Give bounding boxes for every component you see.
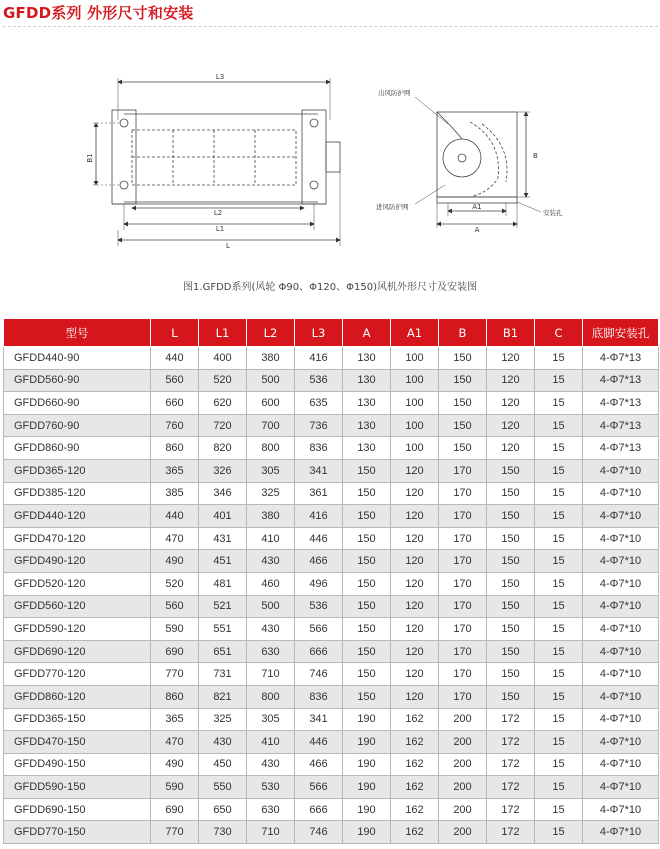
value-cell: 100 [391, 414, 439, 437]
value-cell: 700 [247, 414, 295, 437]
value-cell: 100 [391, 347, 439, 370]
value-cell: 15 [535, 369, 583, 392]
value-cell: 15 [535, 776, 583, 799]
value-cell: 150 [439, 392, 487, 415]
value-cell: 130 [343, 347, 391, 370]
table-row [4, 753, 659, 776]
value-cell: 710 [247, 821, 295, 844]
value-cell: 666 [295, 640, 343, 663]
value-cell: 15 [535, 708, 583, 731]
value-cell: 150 [343, 618, 391, 641]
value-cell: 4-Φ7*10 [583, 572, 659, 595]
value-cell: 4-Φ7*10 [583, 459, 659, 482]
model-cell: GFDD470-120 [4, 527, 151, 550]
label-inlet-guard: 进风防护网 [376, 203, 409, 211]
table-row [4, 731, 659, 754]
model-cell: GFDD860-120 [4, 685, 151, 708]
value-cell: 150 [487, 618, 535, 641]
table-header-row [4, 319, 659, 347]
value-cell: 150 [487, 640, 535, 663]
value-cell: 100 [391, 392, 439, 415]
value-cell: 150 [343, 459, 391, 482]
value-cell: 720 [199, 414, 247, 437]
value-cell: 620 [199, 392, 247, 415]
value-cell: 15 [535, 414, 583, 437]
value-cell: 4-Φ7*10 [583, 550, 659, 573]
value-cell: 401 [199, 505, 247, 528]
value-cell: 150 [343, 527, 391, 550]
table-row [4, 527, 659, 550]
value-cell: 150 [439, 347, 487, 370]
dim-A1: A1 [472, 203, 482, 211]
table-row [4, 821, 659, 844]
value-cell: 120 [391, 527, 439, 550]
value-cell: 150 [439, 414, 487, 437]
dim-A: A [474, 226, 480, 234]
column-header: L2 [247, 319, 295, 347]
value-cell: 15 [535, 663, 583, 686]
label-mount-hole: 安装孔 [543, 209, 563, 217]
value-cell: 190 [343, 776, 391, 799]
table-row [4, 572, 659, 595]
value-cell: 821 [199, 685, 247, 708]
value-cell: 15 [535, 572, 583, 595]
value-cell: 120 [391, 482, 439, 505]
dim-L: L [226, 242, 230, 250]
value-cell: 566 [295, 618, 343, 641]
model-cell: GFDD770-120 [4, 663, 151, 686]
figure-caption: 图1.GFDD系列(风轮 Φ90、Φ120、Φ150)风机外形尺寸及安装图 [183, 282, 477, 293]
table-row [4, 798, 659, 821]
value-cell: 431 [199, 527, 247, 550]
column-header: A [343, 319, 391, 347]
model-cell: GFDD590-150 [4, 776, 151, 799]
value-cell: 130 [343, 392, 391, 415]
value-cell: 361 [295, 482, 343, 505]
value-cell: 150 [439, 369, 487, 392]
table-row [4, 618, 659, 641]
table-row [4, 708, 659, 731]
table-row [4, 437, 659, 460]
value-cell: 836 [295, 685, 343, 708]
value-cell: 470 [151, 731, 199, 754]
value-cell: 860 [151, 685, 199, 708]
value-cell: 200 [439, 753, 487, 776]
value-cell: 120 [391, 459, 439, 482]
value-cell: 326 [199, 459, 247, 482]
value-cell: 170 [439, 618, 487, 641]
value-cell: 162 [391, 731, 439, 754]
value-cell: 490 [151, 753, 199, 776]
value-cell: 150 [439, 437, 487, 460]
value-cell: 731 [199, 663, 247, 686]
value-cell: 730 [199, 821, 247, 844]
value-cell: 150 [343, 595, 391, 618]
model-cell: GFDD690-120 [4, 640, 151, 663]
value-cell: 635 [295, 392, 343, 415]
value-cell: 770 [151, 663, 199, 686]
table-row [4, 685, 659, 708]
value-cell: 130 [343, 414, 391, 437]
value-cell: 162 [391, 821, 439, 844]
value-cell: 416 [295, 347, 343, 370]
value-cell: 170 [439, 595, 487, 618]
model-cell: GFDD385-120 [4, 482, 151, 505]
model-cell: GFDD520-120 [4, 572, 151, 595]
model-cell: GFDD440-120 [4, 505, 151, 528]
value-cell: 120 [487, 369, 535, 392]
value-cell: 400 [199, 347, 247, 370]
value-cell: 490 [151, 550, 199, 573]
value-cell: 4-Φ7*10 [583, 685, 659, 708]
value-cell: 120 [391, 640, 439, 663]
value-cell: 15 [535, 459, 583, 482]
value-cell: 150 [487, 482, 535, 505]
value-cell: 746 [295, 821, 343, 844]
value-cell: 520 [151, 572, 199, 595]
value-cell: 451 [199, 550, 247, 573]
value-cell: 172 [487, 708, 535, 731]
value-cell: 305 [247, 459, 295, 482]
value-cell: 630 [247, 640, 295, 663]
value-cell: 600 [247, 392, 295, 415]
value-cell: 430 [247, 753, 295, 776]
value-cell: 150 [343, 550, 391, 573]
value-cell: 15 [535, 618, 583, 641]
value-cell: 666 [295, 798, 343, 821]
table-row [4, 505, 659, 528]
column-header: A1 [391, 319, 439, 347]
value-cell: 170 [439, 482, 487, 505]
value-cell: 200 [439, 731, 487, 754]
table-row [4, 459, 659, 482]
value-cell: 430 [247, 550, 295, 573]
value-cell: 536 [295, 595, 343, 618]
table-row [4, 595, 659, 618]
value-cell: 690 [151, 640, 199, 663]
value-cell: 460 [247, 572, 295, 595]
value-cell: 4-Φ7*10 [583, 482, 659, 505]
value-cell: 4-Φ7*10 [583, 595, 659, 618]
value-cell: 120 [391, 618, 439, 641]
value-cell: 520 [199, 369, 247, 392]
dim-L3: L3 [215, 73, 225, 81]
value-cell: 100 [391, 369, 439, 392]
value-cell: 4-Φ7*13 [583, 347, 659, 370]
value-cell: 380 [247, 347, 295, 370]
value-cell: 770 [151, 821, 199, 844]
value-cell: 150 [343, 685, 391, 708]
value-cell: 15 [535, 550, 583, 573]
value-cell: 15 [535, 595, 583, 618]
value-cell: 15 [535, 347, 583, 370]
value-cell: 150 [487, 459, 535, 482]
value-cell: 15 [535, 437, 583, 460]
value-cell: 15 [535, 821, 583, 844]
title-divider [3, 26, 658, 27]
dim-B1: B1 [86, 153, 94, 163]
value-cell: 190 [343, 821, 391, 844]
value-cell: 15 [535, 392, 583, 415]
value-cell: 172 [487, 798, 535, 821]
value-cell: 130 [343, 437, 391, 460]
value-cell: 172 [487, 731, 535, 754]
value-cell: 120 [391, 685, 439, 708]
value-cell: 150 [343, 572, 391, 595]
value-cell: 365 [151, 708, 199, 731]
value-cell: 150 [343, 663, 391, 686]
value-cell: 162 [391, 798, 439, 821]
value-cell: 150 [343, 505, 391, 528]
table-row [4, 776, 659, 799]
value-cell: 15 [535, 798, 583, 821]
column-header: B1 [487, 319, 535, 347]
value-cell: 170 [439, 572, 487, 595]
value-cell: 736 [295, 414, 343, 437]
column-header: L1 [199, 319, 247, 347]
value-cell: 416 [295, 505, 343, 528]
value-cell: 710 [247, 663, 295, 686]
front-view [93, 78, 340, 246]
value-cell: 630 [247, 798, 295, 821]
table-row [4, 392, 659, 415]
dim-L2: L2 [213, 209, 223, 217]
value-cell: 200 [439, 798, 487, 821]
value-cell: 365 [151, 459, 199, 482]
value-cell: 536 [295, 369, 343, 392]
value-cell: 341 [295, 708, 343, 731]
value-cell: 651 [199, 640, 247, 663]
value-cell: 172 [487, 753, 535, 776]
value-cell: 4-Φ7*13 [583, 414, 659, 437]
value-cell: 650 [199, 798, 247, 821]
value-cell: 4-Φ7*10 [583, 731, 659, 754]
page-title: GFDD系列 外形尺寸和安装 [3, 4, 194, 22]
value-cell: 305 [247, 708, 295, 731]
model-cell: GFDD365-150 [4, 708, 151, 731]
value-cell: 440 [151, 347, 199, 370]
value-cell: 440 [151, 505, 199, 528]
value-cell: 4-Φ7*13 [583, 369, 659, 392]
value-cell: 150 [487, 550, 535, 573]
value-cell: 466 [295, 753, 343, 776]
value-cell: 4-Φ7*10 [583, 753, 659, 776]
value-cell: 410 [247, 731, 295, 754]
dimension-drawing [0, 60, 660, 260]
value-cell: 150 [487, 595, 535, 618]
value-cell: 341 [295, 459, 343, 482]
value-cell: 15 [535, 731, 583, 754]
value-cell: 170 [439, 459, 487, 482]
value-cell: 446 [295, 731, 343, 754]
value-cell: 190 [343, 731, 391, 754]
value-cell: 190 [343, 798, 391, 821]
value-cell: 4-Φ7*10 [583, 618, 659, 641]
label-outlet-guard: 出风防护网 [378, 89, 411, 97]
value-cell: 430 [247, 618, 295, 641]
value-cell: 551 [199, 618, 247, 641]
value-cell: 800 [247, 437, 295, 460]
value-cell: 4-Φ7*13 [583, 392, 659, 415]
value-cell: 550 [199, 776, 247, 799]
column-header: C [535, 319, 583, 347]
value-cell: 172 [487, 821, 535, 844]
value-cell: 4-Φ7*10 [583, 708, 659, 731]
value-cell: 190 [343, 708, 391, 731]
value-cell: 380 [247, 505, 295, 528]
table-row [4, 640, 659, 663]
value-cell: 746 [295, 663, 343, 686]
value-cell: 4-Φ7*10 [583, 776, 659, 799]
value-cell: 346 [199, 482, 247, 505]
value-cell: 325 [247, 482, 295, 505]
value-cell: 120 [391, 595, 439, 618]
value-cell: 190 [343, 753, 391, 776]
value-cell: 172 [487, 776, 535, 799]
value-cell: 15 [535, 527, 583, 550]
value-cell: 15 [535, 753, 583, 776]
value-cell: 4-Φ7*13 [583, 437, 659, 460]
value-cell: 170 [439, 685, 487, 708]
value-cell: 760 [151, 414, 199, 437]
value-cell: 150 [487, 663, 535, 686]
value-cell: 120 [391, 572, 439, 595]
value-cell: 15 [535, 505, 583, 528]
value-cell: 860 [151, 437, 199, 460]
value-cell: 170 [439, 550, 487, 573]
value-cell: 170 [439, 640, 487, 663]
spec-table [3, 318, 659, 844]
value-cell: 200 [439, 821, 487, 844]
value-cell: 120 [487, 392, 535, 415]
model-cell: GFDD490-120 [4, 550, 151, 573]
value-cell: 450 [199, 753, 247, 776]
value-cell: 560 [151, 595, 199, 618]
value-cell: 100 [391, 437, 439, 460]
table-row [4, 369, 659, 392]
value-cell: 150 [487, 572, 535, 595]
value-cell: 4-Φ7*10 [583, 505, 659, 528]
column-header: L3 [295, 319, 343, 347]
value-cell: 325 [199, 708, 247, 731]
value-cell: 150 [487, 527, 535, 550]
value-cell: 466 [295, 550, 343, 573]
value-cell: 15 [535, 685, 583, 708]
value-cell: 4-Φ7*10 [583, 527, 659, 550]
value-cell: 150 [487, 505, 535, 528]
value-cell: 170 [439, 663, 487, 686]
value-cell: 836 [295, 437, 343, 460]
value-cell: 130 [343, 369, 391, 392]
model-cell: GFDD860-90 [4, 437, 151, 460]
value-cell: 566 [295, 776, 343, 799]
model-cell: GFDD590-120 [4, 618, 151, 641]
value-cell: 470 [151, 527, 199, 550]
column-header: 型号 [4, 319, 151, 347]
value-cell: 170 [439, 527, 487, 550]
value-cell: 446 [295, 527, 343, 550]
value-cell: 4-Φ7*10 [583, 663, 659, 686]
value-cell: 481 [199, 572, 247, 595]
model-cell: GFDD470-150 [4, 731, 151, 754]
model-cell: GFDD660-90 [4, 392, 151, 415]
value-cell: 120 [487, 414, 535, 437]
value-cell: 200 [439, 708, 487, 731]
value-cell: 800 [247, 685, 295, 708]
value-cell: 4-Φ7*10 [583, 821, 659, 844]
model-cell: GFDD490-150 [4, 753, 151, 776]
table-row [4, 663, 659, 686]
value-cell: 4-Φ7*10 [583, 640, 659, 663]
value-cell: 200 [439, 776, 487, 799]
column-header: 底脚安装孔 [583, 319, 659, 347]
value-cell: 15 [535, 482, 583, 505]
value-cell: 690 [151, 798, 199, 821]
value-cell: 170 [439, 505, 487, 528]
value-cell: 120 [391, 663, 439, 686]
value-cell: 660 [151, 392, 199, 415]
value-cell: 500 [247, 369, 295, 392]
model-cell: GFDD760-90 [4, 414, 151, 437]
table-row [4, 482, 659, 505]
model-cell: GFDD365-120 [4, 459, 151, 482]
value-cell: 150 [343, 640, 391, 663]
value-cell: 162 [391, 776, 439, 799]
value-cell: 120 [487, 437, 535, 460]
column-header: B [439, 319, 487, 347]
value-cell: 4-Φ7*10 [583, 798, 659, 821]
value-cell: 530 [247, 776, 295, 799]
value-cell: 820 [199, 437, 247, 460]
column-header: L [151, 319, 199, 347]
value-cell: 496 [295, 572, 343, 595]
dim-L1: L1 [215, 225, 225, 233]
value-cell: 120 [487, 347, 535, 370]
value-cell: 385 [151, 482, 199, 505]
table-row [4, 347, 659, 370]
value-cell: 162 [391, 753, 439, 776]
value-cell: 500 [247, 595, 295, 618]
value-cell: 560 [151, 369, 199, 392]
value-cell: 120 [391, 550, 439, 573]
value-cell: 590 [151, 776, 199, 799]
value-cell: 590 [151, 618, 199, 641]
value-cell: 430 [199, 731, 247, 754]
value-cell: 162 [391, 708, 439, 731]
value-cell: 410 [247, 527, 295, 550]
table-row [4, 550, 659, 573]
value-cell: 150 [343, 482, 391, 505]
value-cell: 150 [487, 685, 535, 708]
value-cell: 120 [391, 505, 439, 528]
model-cell: GFDD560-90 [4, 369, 151, 392]
model-cell: GFDD690-150 [4, 798, 151, 821]
table-row [4, 414, 659, 437]
model-cell: GFDD440-90 [4, 347, 151, 370]
dim-B: B [533, 152, 538, 160]
value-cell: 521 [199, 595, 247, 618]
value-cell: 15 [535, 640, 583, 663]
model-cell: GFDD560-120 [4, 595, 151, 618]
model-cell: GFDD770-150 [4, 821, 151, 844]
